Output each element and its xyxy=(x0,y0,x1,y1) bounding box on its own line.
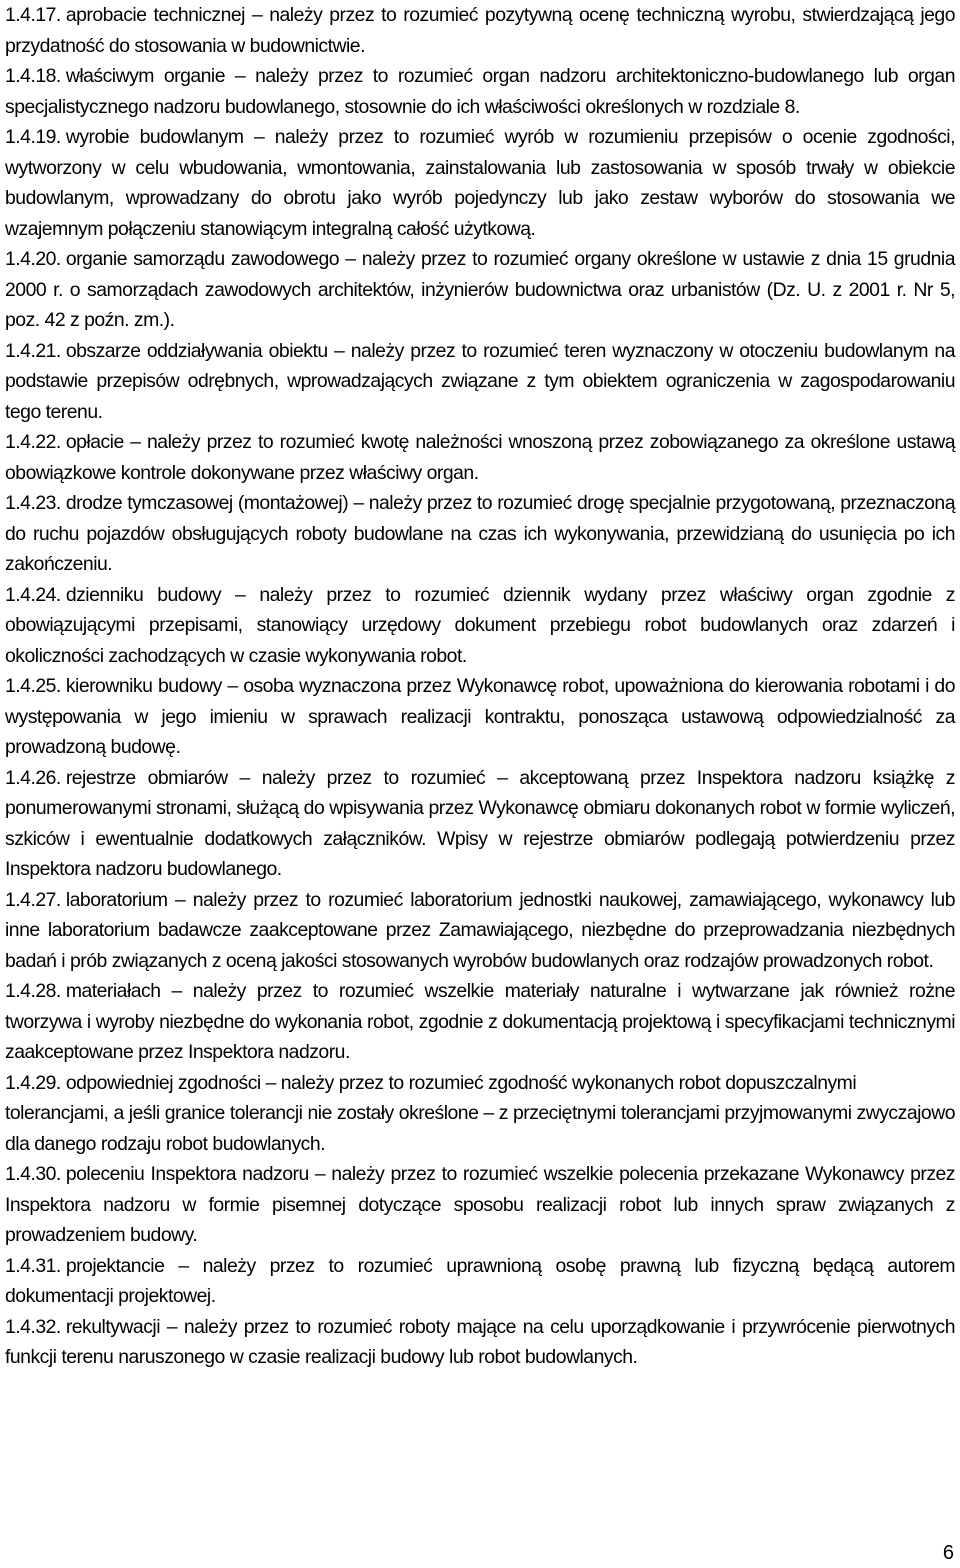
definition-1-4-21 xyxy=(5,336,955,428)
page-number: 6 xyxy=(942,1542,954,1564)
definition-text: tolerancjami, a jeśli granice tolerancji nie zostały określone – z przeciętnymi tolerancjami przyjmowanymi zwyczajowo dla danego rodzaju robot budowlanych. xyxy=(5,1102,955,1155)
definition-text: organie samorządu zawodowego – należy przez to rozumieć organy określone w ustawie z dnia 15 grudnia 2000 r. o samorządach zawodowych architektów, inżynierów budownictwa oraz urbanistów (Dz. U. z 2001 r. Nr 5, poz. 42 z poźn. zm.). xyxy=(5,248,955,331)
definition-1-4-30 xyxy=(5,1159,955,1251)
definition-number: 1.4.18. xyxy=(5,65,61,87)
definition-number: 1.4.22. xyxy=(5,431,61,453)
definition-number: 1.4.32. xyxy=(5,1315,61,1338)
definition-text: rejestrze obmiarów – należy przez to rozumieć – akceptowaną przez Inspektora nadzoru książkę z ponumerowanymi stronami, służącą do wpisywania przez Wykonawcę obmiaru dokonanych robot w formie wyliczeń, szkiców i ewentualnie dodatkowych załączników. Wpisy w rejestrze obmiarów podlegają potwierdzeniu przez Inspektora nadzoru budowlanego. xyxy=(5,766,955,880)
definition-1-4-18 xyxy=(5,61,955,122)
definition-number: 1.4.26. xyxy=(5,766,61,789)
definition-text: drodze tymczasowej (montażowej) – należy przez to rozumieć drogę specjalnie przygotowaną, przeznaczoną do ruchu pojazdów obsługujących roboty budowlane na czas ich wykonywania, przewidzianą do usunięcia po ich zakończeniu. xyxy=(5,492,955,575)
definition-number: 1.4.30. xyxy=(5,1163,61,1185)
document-page xyxy=(5,0,955,1373)
definition-1-4-24 xyxy=(5,580,955,672)
definition-1-4-31 xyxy=(5,1251,955,1312)
definition-number: 1.4.29. xyxy=(5,1071,61,1094)
definition-text: odpowiedniej zgodności – należy przez to rozumieć zgodność wykonanych robot dopuszczalnymi xyxy=(65,1071,857,1094)
definition-text: laboratorium – należy przez to rozumieć laboratorium jednostki naukowej, zamawiającego, wykonawcy lub inne laboratorium badawcze zaakceptowane przez Zamawiającego, niezbędne do przeprowadzania niezbędnych badań i prób związanych z oceną jakości stosowanych wyrobów budowlanych oraz rodzajów prowadzonych robot. xyxy=(5,888,955,972)
definition-number: 1.4.28. xyxy=(5,980,61,1002)
definition-number: 1.4.17. xyxy=(5,4,61,26)
definition-1-4-28 xyxy=(5,976,955,1068)
definition-1-4-22 xyxy=(5,427,955,488)
definition-1-4-20 xyxy=(5,244,955,336)
definition-number: 1.4.27. xyxy=(5,888,61,911)
definition-1-4-32 xyxy=(5,1312,955,1373)
definition-1-4-17 xyxy=(5,0,955,61)
definition-number: 1.4.24. xyxy=(5,583,61,606)
definition-text: aprobacie technicznej – należy przez to rozumieć pozytywną ocenę techniczną wyrobu, stwierdzającą jego przydatność do stosowania w budownictwie. xyxy=(5,4,955,57)
definition-1-4-29 xyxy=(5,1068,955,1099)
definition-number: 1.4.31. xyxy=(5,1254,61,1277)
definition-1-4-23 xyxy=(5,488,955,580)
definition-1-4-25 xyxy=(5,671,955,763)
definition-text: wyrobie budowlanym – należy przez to rozumieć wyrób w rozumieniu przepisów o ocenie zgodności, wytworzony w celu wbudowania, wmontowania, zainstalowania lub zastosowania w sposób trwały w obiekcie budowlanym, wprowadzany do obrotu jako wyrób pojedynczy lub jako zestaw wyborów do stosowania we wzajemnym połączeniu stanowiącym integralną całość użytkową. xyxy=(5,126,955,240)
definition-text: obszarze oddziaływania obiektu – należy przez to rozumieć teren wyznaczony w otoczeniu budowlanym na podstawie przepisów odrębnych, wprowadzających związane z tym obiektem ograniczenia w zagospodarowaniu tego terenu. xyxy=(5,339,955,423)
definition-text: właściwym organie – należy przez to rozumieć organ nadzoru architektoniczno-budowlanego lub organ specjalistycznego nadzoru budowlanego, stosownie do ich właściwości określonych w rozdziale 8. xyxy=(5,65,955,118)
definition-1-4-27 xyxy=(5,885,955,977)
definition-1-4-26 xyxy=(5,763,955,885)
definition-number: 1.4.25. xyxy=(5,675,61,697)
definition-text: kierowniku budowy – osoba wyznaczona przez Wykonawcę robot, upoważniona do kierowania robotami i do występowania w jego imieniu w sprawach realizacji kontraktu, ponosząca ustawową odpowiedzialność za prowadzoną budowę. xyxy=(5,675,955,758)
definition-text: materiałach – należy przez to rozumieć wszelkie materiały naturalne i wytwarzane jak również rożne tworzywa i wyroby niezbędne do wykonania robot, zgodnie z dokumentacją projektową i specyfikacjami technicznymi zaakceptowane przez Inspektora nadzoru. xyxy=(5,980,955,1063)
definition-text: dzienniku budowy – należy przez to rozumieć dziennik wydany przez właściwy organ zgodnie z obowiązującymi przepisami, stanowiący urzędowy dokument przebiegu robot budowlanych oraz zdarzeń i okoliczności zachodzących w czasie wykonywania robot. xyxy=(5,583,955,667)
definition-text: poleceniu Inspektora nadzoru – należy przez to rozumieć wszelkie polecenia przekazane Wykonawcy przez Inspektora nadzoru w formie pisemnej dotyczące sposobu realizacji robot lub innych spraw związanych z prowadzeniem budowy. xyxy=(5,1163,955,1246)
definition-number: 1.4.20. xyxy=(5,248,61,270)
definition-1-4-19 xyxy=(5,122,955,244)
definition-text: projektancie – należy przez to rozumieć uprawnioną osobę prawną lub fizyczną będącą autorem dokumentacji projektowej. xyxy=(5,1254,955,1307)
definition-text: opłacie – należy przez to rozumieć kwotę należności wnoszoną przez zobowiązanego za określone ustawą obowiązkowe kontrole dokonywane przez właściwy organ. xyxy=(5,431,955,484)
definition-text: rekultywacji – należy przez to rozumieć roboty mające na celu uporządkowanie i przywrócenie pierwotnych funkcji terenu naruszonego w czasie realizacji budowy lub robot budowlanych. xyxy=(5,1315,955,1368)
definition-number: 1.4.23. xyxy=(5,492,61,514)
definition-number: 1.4.21. xyxy=(5,339,61,362)
definition-1-4-29-continuation xyxy=(5,1098,955,1159)
definition-number: 1.4.19. xyxy=(5,126,61,148)
